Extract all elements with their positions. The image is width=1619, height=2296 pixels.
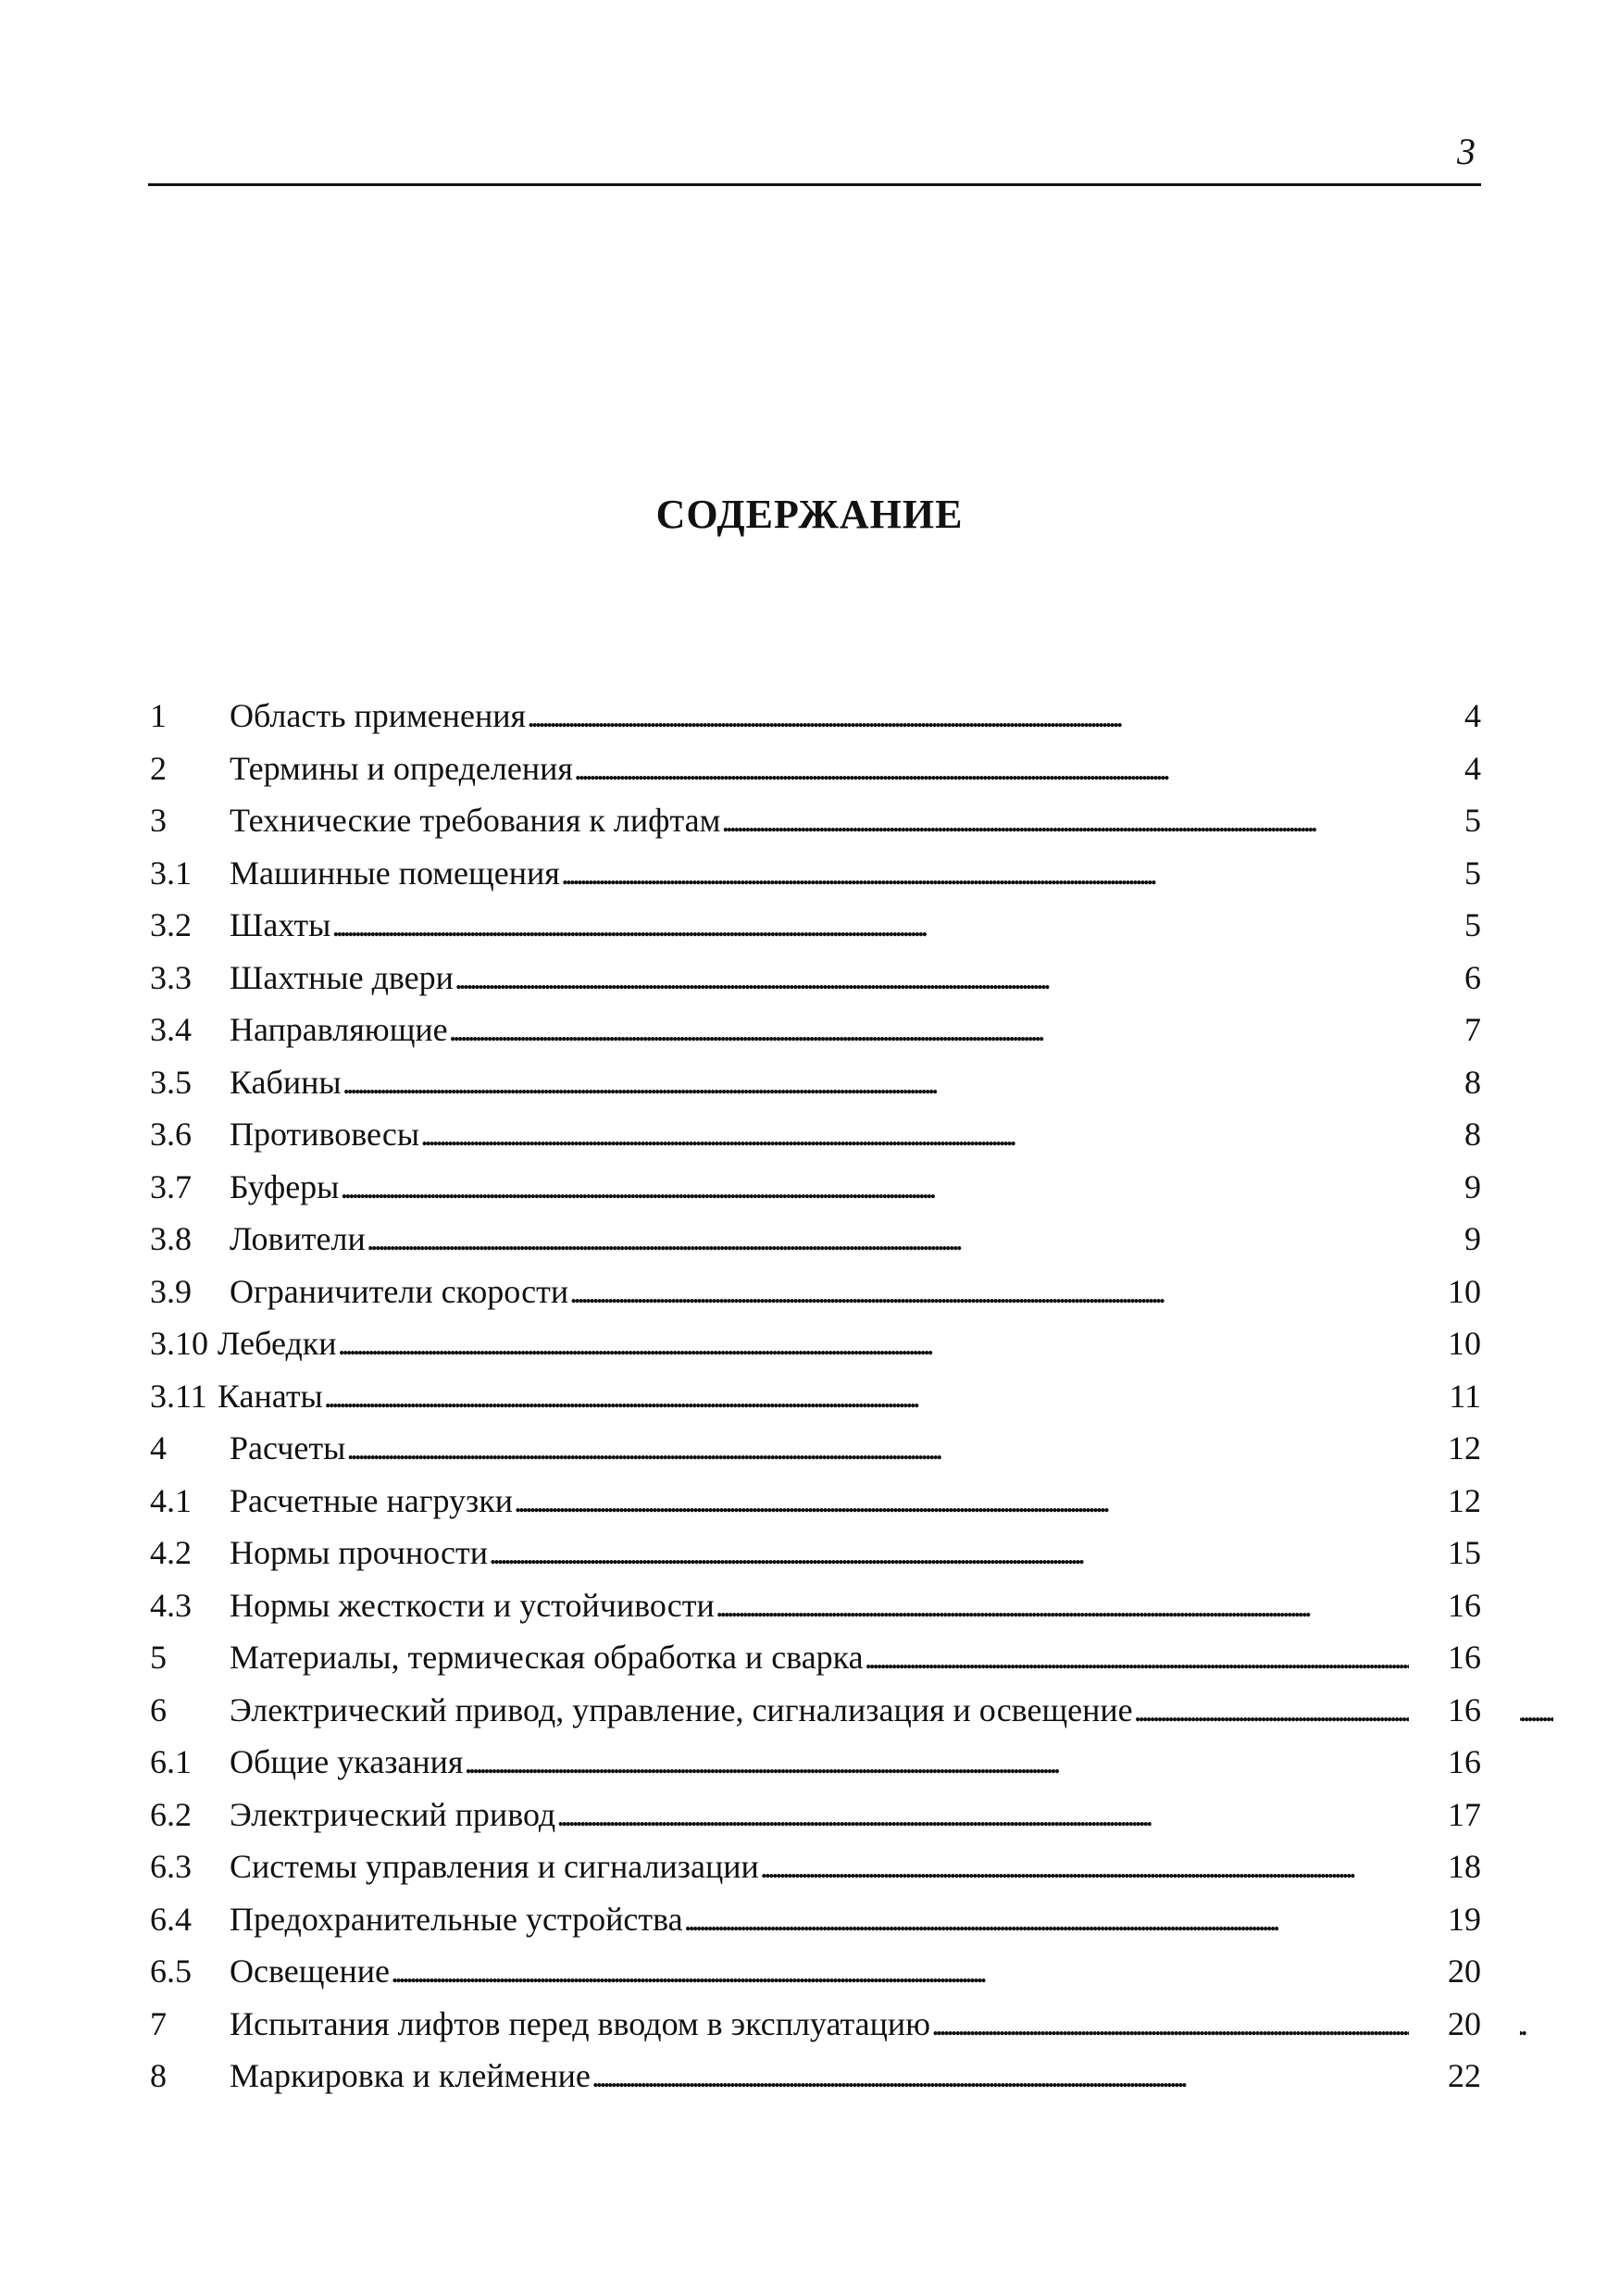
toc-entry-page-number: 20: [1416, 1998, 1481, 2051]
toc-entry-number: 3.7: [150, 1167, 192, 1205]
toc-entry[interactable]: [148, 1004, 1481, 1056]
toc-entry-label: Предохранительные устройства: [230, 1900, 683, 1938]
toc-entry-label-wrap: [230, 742, 1553, 795]
toc-entry-page-number: 15: [1416, 1527, 1481, 1579]
toc-leader-dots: [230, 794, 1553, 847]
toc-entry-label-wrap: [230, 1266, 1553, 1318]
toc-entry[interactable]: [148, 1893, 1481, 1946]
toc-entry[interactable]: [148, 1998, 1481, 2051]
toc-entry-number: 6.2: [150, 1795, 192, 1833]
toc-leader-dots: [230, 1213, 1553, 1266]
toc-entry[interactable]: [148, 1108, 1481, 1161]
toc-entry[interactable]: [148, 1161, 1481, 1214]
toc-entry[interactable]: [148, 1945, 1481, 1998]
toc-entry-page-number: 4: [1416, 742, 1481, 795]
toc-entry-number: 3: [150, 802, 167, 839]
toc-leader-dots: [230, 1266, 1553, 1318]
toc-entry[interactable]: [148, 794, 1481, 847]
toc-entry[interactable]: [148, 742, 1481, 795]
toc-leader-dots: [230, 1056, 1553, 1109]
toc-entry-label-wrap: [218, 1317, 1541, 1370]
toc-leader-dots: [230, 1475, 1553, 1528]
toc-entry-label: Область применения: [230, 697, 527, 734]
toc-entry-label: Расчеты: [230, 1429, 346, 1466]
toc-entry-page-number: 16: [1416, 1736, 1481, 1789]
toc-entry-number: 1: [150, 697, 167, 734]
toc-leader-dots: [230, 899, 1553, 952]
toc-leader-dots: [230, 2050, 1553, 2103]
toc-entry-label: Шахтные двери: [230, 958, 454, 996]
toc-entry-label-wrap: [230, 794, 1553, 847]
toc-leader-dots: [230, 1108, 1553, 1161]
toc-entry-page-number: 5: [1416, 899, 1481, 952]
toc-entry[interactable]: [148, 1475, 1481, 1528]
toc-entry-number: 3.4: [150, 1011, 192, 1048]
toc-entry-number: 3.8: [150, 1220, 192, 1257]
toc-entry[interactable]: [148, 847, 1481, 900]
toc-entry-label: Направляющие: [230, 1011, 448, 1048]
toc-entry-page-number: 12: [1416, 1475, 1481, 1528]
toc-entry-label: Канаты: [218, 1377, 323, 1415]
toc-leader-dots: [230, 1004, 1553, 1056]
toc-entry-number: 2: [150, 749, 167, 787]
toc-entry-label: Маркировка и клеймение: [230, 2057, 591, 2094]
toc-entry[interactable]: [148, 1841, 1481, 1893]
toc-entry-label-wrap: [230, 1945, 1553, 1998]
toc-entry-label: Кабины: [230, 1063, 342, 1101]
toc-leader-dots: [230, 847, 1553, 900]
toc-entry[interactable]: [148, 1736, 1481, 1789]
toc-entry-label: Освещение: [230, 1953, 390, 1990]
toc-entry-page-number: 8: [1416, 1108, 1481, 1161]
toc-entry-label-wrap: [230, 1789, 1553, 1841]
page-title: СОДЕРЖАНИЕ: [655, 492, 964, 537]
toc-entry-label: Термины и определения: [230, 749, 573, 787]
toc-entry-label: Технические требования к лифтам: [230, 802, 721, 839]
toc-entry-number: 3.10: [150, 1325, 208, 1362]
toc-entry-label-wrap: [218, 1370, 1541, 1423]
toc-entry-label: Расчетные нагрузки: [230, 1481, 514, 1519]
toc-entry-number: 4.1: [150, 1481, 192, 1519]
toc-leader-dots: [230, 1422, 1553, 1475]
toc-entry-page-number: 11: [1416, 1370, 1481, 1423]
toc-entry-label: Общие указания: [230, 1743, 464, 1780]
toc-entry-label-wrap: [230, 1056, 1553, 1109]
toc-entry[interactable]: [148, 952, 1481, 1004]
toc-entry-page-number: 9: [1416, 1213, 1481, 1266]
toc-entry-label-wrap: [230, 1108, 1553, 1161]
toc-entry-label-wrap: [230, 1004, 1553, 1056]
toc-entry-label: Нормы прочности: [230, 1534, 488, 1571]
toc-entry-page-number: 10: [1416, 1317, 1481, 1370]
toc-leader-dots: [230, 1893, 1553, 1946]
toc-leader-dots: [230, 1945, 1553, 1998]
toc-entry-label-wrap: [230, 1631, 1553, 1684]
toc-entry-label: Нормы жесткости и устойчивости: [230, 1586, 715, 1624]
toc-entry[interactable]: [148, 1684, 1481, 1737]
toc-entry-number: 3.3: [150, 958, 192, 996]
toc-leader-dots: [218, 1370, 1541, 1423]
toc-entry-label-wrap: [230, 1579, 1553, 1632]
toc-entry-page-number: 18: [1416, 1841, 1481, 1893]
toc-leader-dots: [230, 1998, 1553, 2051]
toc-entry-number: 3.2: [150, 906, 192, 943]
toc-entry-label-wrap: [230, 899, 1553, 952]
toc-leader-dots: [218, 1317, 1541, 1370]
toc-entry-number: 8: [150, 2057, 167, 2094]
toc-entry-page-number: 19: [1416, 1893, 1481, 1946]
toc-entry[interactable]: [148, 1317, 1481, 1370]
toc-entry-label-wrap: [230, 952, 1553, 1004]
toc-entry-page-number: 22: [1416, 2050, 1481, 2103]
toc-leader-dots: [230, 1841, 1553, 1893]
toc-entry-number: 3.5: [150, 1063, 192, 1101]
toc-entry[interactable]: [148, 1266, 1481, 1318]
toc-entry[interactable]: [148, 690, 1481, 742]
toc-entry-page-number: 5: [1416, 794, 1481, 847]
toc-entry[interactable]: [148, 1056, 1481, 1109]
toc-entry-page-number: 4: [1416, 690, 1481, 742]
toc-entry[interactable]: [148, 1422, 1481, 1475]
toc-entry-page-number: 12: [1416, 1422, 1481, 1475]
toc-entry-page-number: 7: [1416, 1004, 1481, 1056]
toc-entry[interactable]: [148, 1213, 1481, 1266]
toc-entry[interactable]: [148, 1631, 1481, 1684]
toc-entry[interactable]: [148, 2050, 1481, 2103]
toc-leader-dots: [230, 1789, 1553, 1841]
toc-entry-page-number: 6: [1416, 952, 1481, 1004]
toc-entry-label-wrap: [230, 1475, 1553, 1528]
toc-entry-label-wrap: [230, 1893, 1553, 1946]
page-header: [148, 130, 1481, 186]
toc-entry-number: 3.9: [150, 1272, 192, 1310]
toc-entry[interactable]: [148, 1370, 1481, 1423]
toc-entry-page-number: 17: [1416, 1789, 1481, 1841]
toc-leader-dots: [230, 1684, 1553, 1737]
toc-entry-page-number: 16: [1416, 1684, 1481, 1737]
toc-entry-number: 3.1: [150, 854, 192, 892]
toc-entry-number: 6.3: [150, 1848, 192, 1885]
toc-entry-label: Шахты: [230, 906, 331, 943]
toc-entry-number: 7: [150, 2004, 167, 2042]
table-of-contents: [148, 690, 1481, 2103]
toc-entry-number: 4.2: [150, 1534, 192, 1571]
toc-entry-number: 4.3: [150, 1586, 192, 1624]
toc-entry-number: 6: [150, 1691, 167, 1728]
toc-entry-label-wrap: [230, 1527, 1553, 1579]
toc-entry-label: Системы управления и сигнализации: [230, 1848, 759, 1885]
toc-entry[interactable]: [148, 1527, 1481, 1579]
toc-leader-dots: [230, 690, 1553, 742]
toc-entry-page-number: 20: [1416, 1945, 1481, 1998]
toc-entry-page-number: 10: [1416, 1266, 1481, 1318]
toc-entry-label-wrap: [230, 1213, 1553, 1266]
toc-entry-number: 3.6: [150, 1116, 192, 1153]
toc-entry-label-wrap: [230, 1841, 1553, 1893]
toc-entry-label-wrap: [230, 2050, 1553, 2103]
toc-entry[interactable]: [148, 1789, 1481, 1841]
toc-entry-page-number: 16: [1416, 1579, 1481, 1632]
toc-entry[interactable]: [148, 1579, 1481, 1632]
toc-entry-number: 5: [150, 1639, 167, 1676]
toc-leader-dots: [230, 1631, 1553, 1684]
toc-entry[interactable]: [148, 899, 1481, 952]
toc-entry-label: Буферы: [230, 1167, 340, 1205]
toc-leader-dots: [230, 1736, 1553, 1789]
toc-leader-dots: [230, 952, 1553, 1004]
toc-entry-number: 6.4: [150, 1900, 192, 1938]
toc-entry-label: Ограничители скорости: [230, 1272, 569, 1310]
toc-entry-page-number: 5: [1416, 847, 1481, 900]
toc-entry-label-wrap: [230, 1422, 1553, 1475]
toc-leader-dots: [230, 1579, 1553, 1632]
toc-entry-label-wrap: [230, 1161, 1553, 1214]
toc-entry-label: Ловители: [230, 1220, 366, 1257]
toc-entry-label-wrap: [230, 1998, 1553, 2051]
toc-entry-label: Машинные помещения: [230, 854, 560, 892]
toc-entry-page-number: 16: [1416, 1631, 1481, 1684]
toc-entry-label-wrap: [230, 1684, 1553, 1737]
toc-entry-label: Материалы, термическая обработка и сварка: [230, 1639, 864, 1676]
toc-entry-page-number: 9: [1416, 1161, 1481, 1214]
toc-entry-label: Испытания лифтов перед вводом в эксплуатацию: [230, 2004, 931, 2042]
toc-entry-number: 6.5: [150, 1953, 192, 1990]
toc-entry-label-wrap: [230, 1736, 1553, 1789]
toc-entry-number: 3.11: [150, 1377, 207, 1415]
toc-leader-dots: [230, 1527, 1553, 1579]
page-number: 3: [1457, 131, 1476, 172]
toc-entry-label: Лебедки: [218, 1325, 337, 1362]
toc-entry-number: 4: [150, 1429, 167, 1466]
toc-entry-label-wrap: [230, 847, 1553, 900]
toc-entry-label: Электрический привод, управление, сигнализация и освещение: [230, 1691, 1133, 1728]
toc-entry-label: Электрический привод: [230, 1795, 556, 1833]
toc-leader-dots: [230, 1161, 1553, 1214]
toc-leader-dots: [230, 742, 1553, 795]
toc-entry-label-wrap: [230, 690, 1553, 742]
toc-entry-number: 6.1: [150, 1743, 192, 1780]
toc-entry-label: Противовесы: [230, 1116, 420, 1153]
toc-entry-page-number: 8: [1416, 1056, 1481, 1109]
